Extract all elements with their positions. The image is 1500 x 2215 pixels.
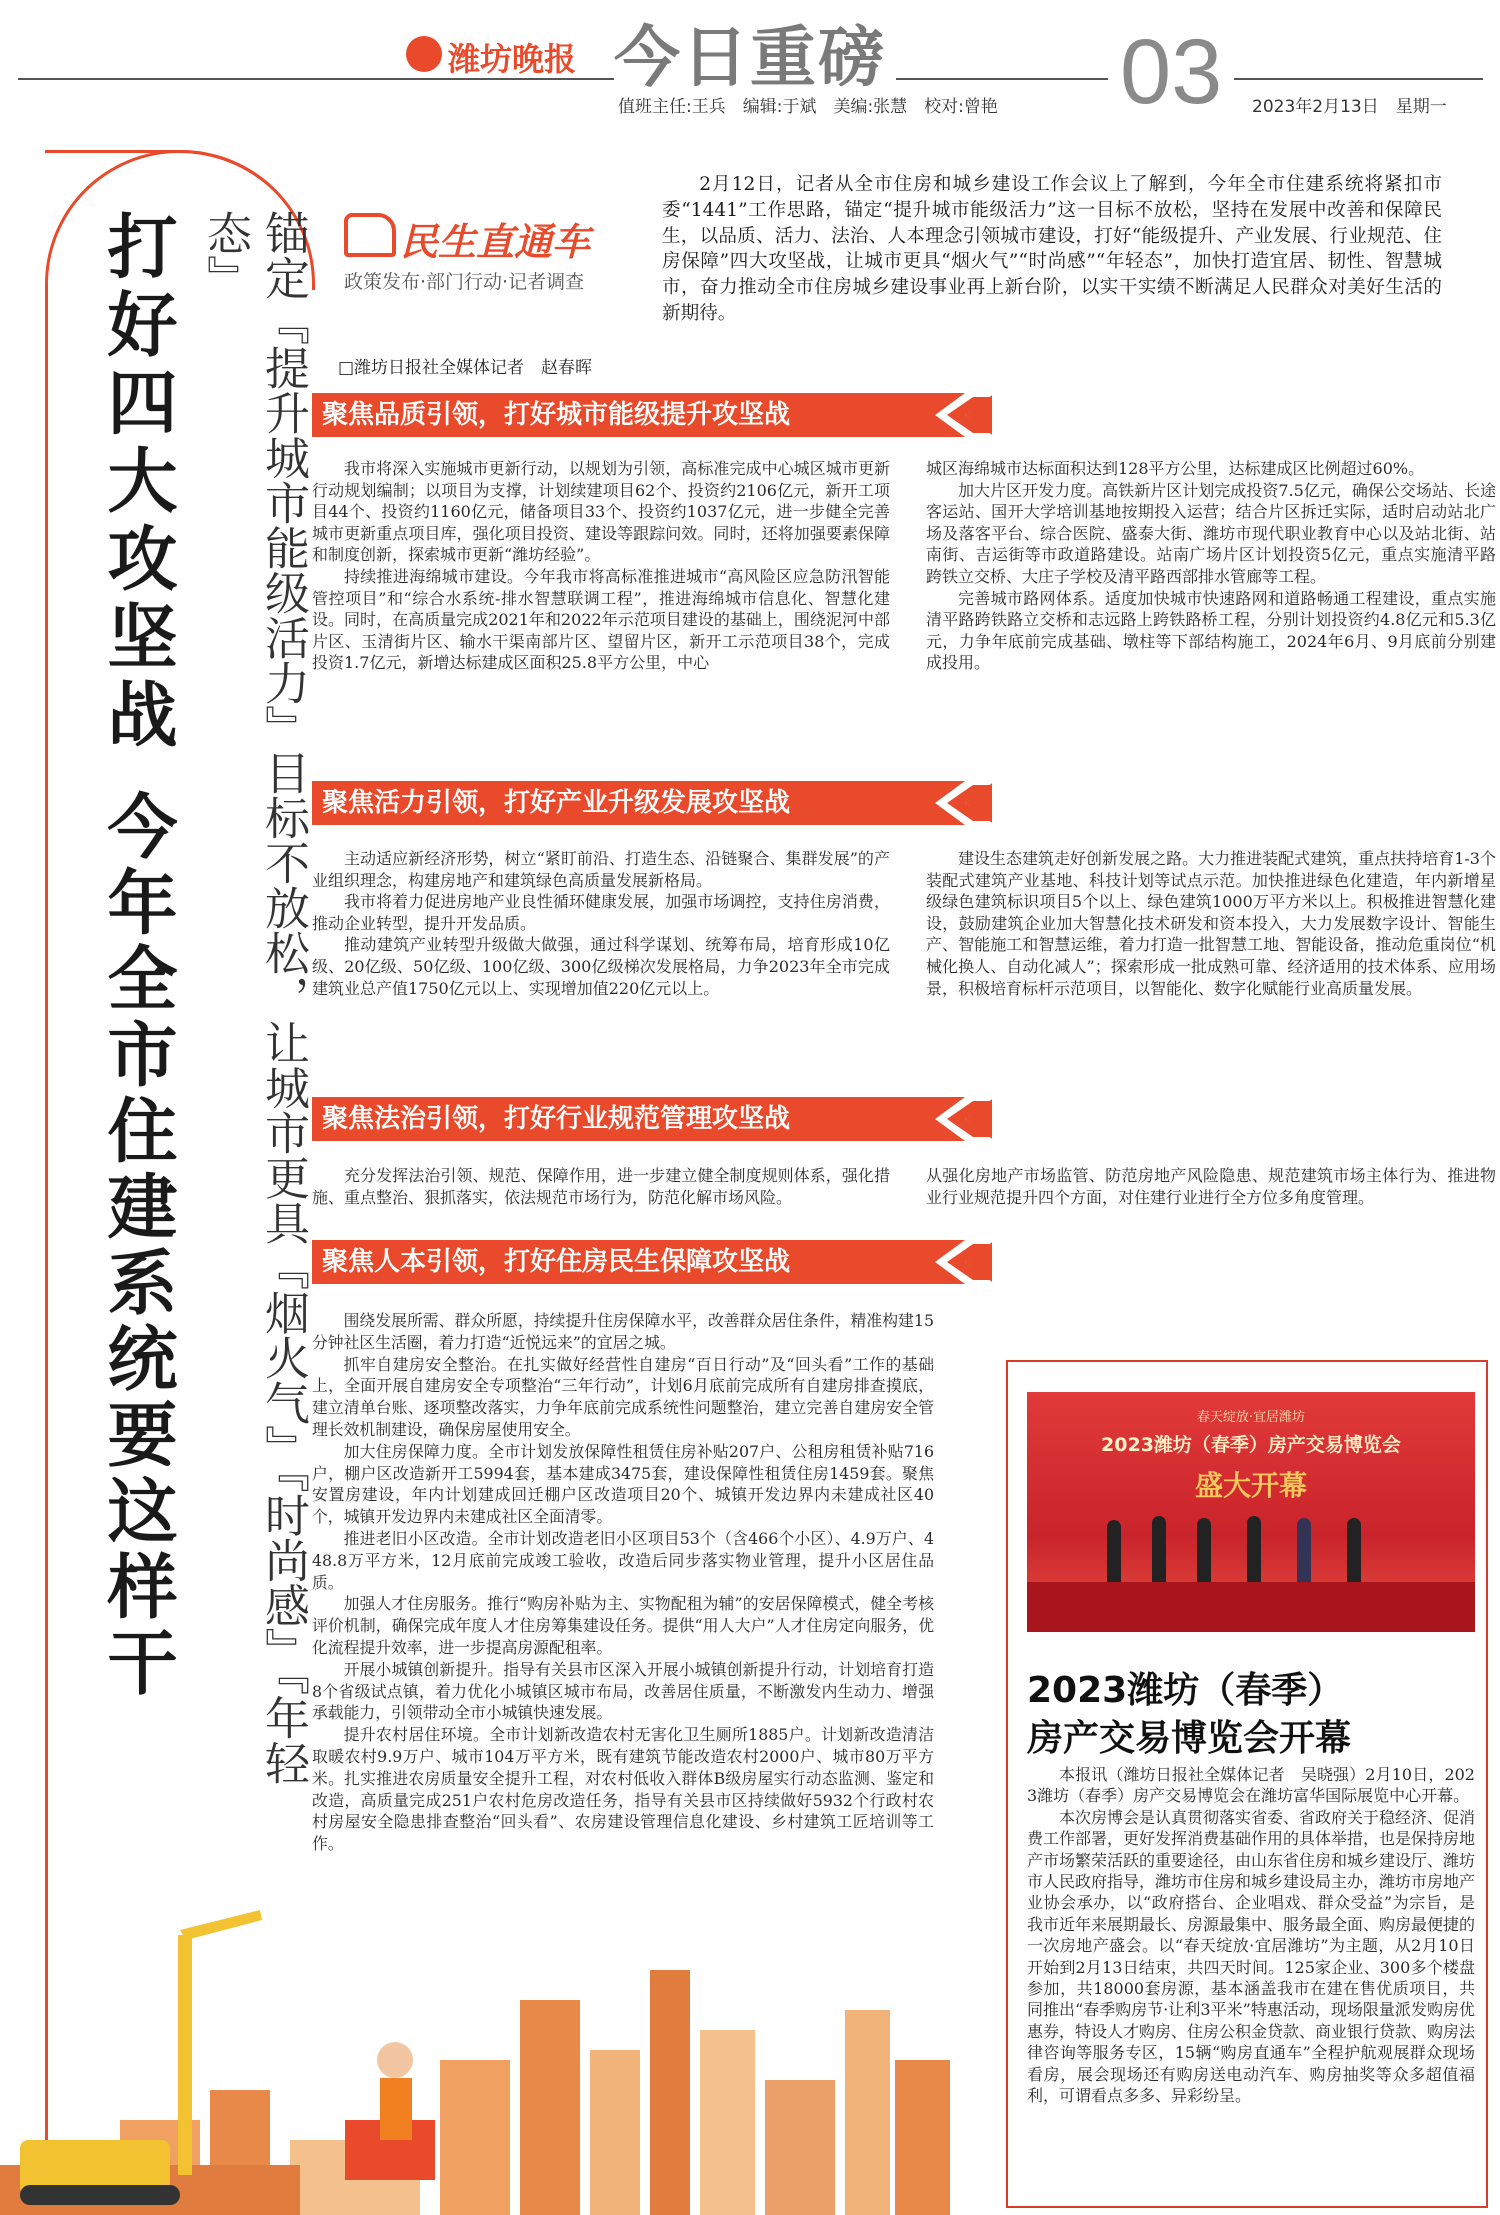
section-chevron-2-icon xyxy=(935,781,995,825)
excavator-track xyxy=(20,2185,180,2205)
section-1-left: 我市将深入实施城市更新行动，以规划为引领，高标准完成中心城区城市更新行动规划编制；以项目为支撑，计划续建项目62个、投资约2106亿元，新开工项目44个、投资约1160亿元，储备项目33个、投资约1037亿元，进一步健全完善城市更新重点项目库，强化项目投资、建设等跟踪问效。同时，还将加强要素保障和制度创新，探索城市更新“潍坊经验”。 持续推进海绵城市建设。今年我市将高标准推进城市“高风险区应急防汛智能管控项目”和“综合水系统-排水智慧联调工程”，推进海绵城市信息化、智慧化建设。同时，在高质量完成2021年和2022年示范项目建设的基础上，围绕泥河中部片区、玉清街片区、输水干渠南部片区、望留片区，新开工示范项目38个，完成投资1.7亿元，新增达标建成区面积25.8平方公里，中心 xyxy=(312,459,890,673)
person-figures xyxy=(1097,1510,1397,1590)
skyline-svg xyxy=(0,1910,960,2215)
person-4 xyxy=(1247,1516,1261,1582)
section-3-right: 从强化房地产市场监管、防范房地产风险隐患、规范建筑市场主体行为、推进物业行业规范提升四个方面，对住建行业进行全方位多角度管理。 xyxy=(926,1166,1496,1207)
section-2-left: 主动适应新经济形势，树立“紧盯前沿、打造生态、沿链聚合、集群发展”的产业组织理念，构建房地产和建筑绿色高质量发展新格局。 我市将着力促进房地产业良性循环健康发展，加强市场调控，支持住房消费，推动企业转型，提升开发品质。 推动建筑产业转型升级做大做强，通过科学谋划、统筹布局，培育形成10亿级、20亿级、50亿级、100亿级、300亿级梯次发展格局，力争2023年全市完成建筑业总产值1750亿元以上、实现增加值220亿元以上。 xyxy=(312,849,890,998)
building-2 xyxy=(520,2000,580,2215)
building-3 xyxy=(590,2050,640,2215)
section-2-right: 建设生态建筑走好创新发展之路。大力推进装配式建筑，重点扶持培育1-3个装配式建筑产业基地、科技计划等试点示范。加快推进绿色化建造，年内新增星级绿色建筑标识项目5个以上、绿色建筑1000万平方米以上。积极推进智慧化建设，鼓励建筑企业加大智慧化技术研发和资本投入，大力发展数字设计、智能生产、智能施工和智慧运维，着力打造一批智慧工地、智能设备，推动危重岗位“机械化换人、自动化减人”；探索形成一批成熟可靠、经济适用的技术体系、应用场景，积极培育标杆示范项目，以智能化、数字化赋能行业高质量发展。 xyxy=(926,849,1496,998)
column-title: 民生直通车 xyxy=(400,220,591,264)
news-title-1: 2023潍坊（春季） xyxy=(1027,1670,1344,1711)
person-2 xyxy=(1152,1516,1166,1582)
news-photo xyxy=(1027,1392,1475,1632)
byline: □潍坊日报社全媒体记者 赵春晖 xyxy=(338,358,593,378)
building-5 xyxy=(700,2030,755,2215)
lead-paragraph: 2月12日，记者从全市住房和城乡建设工作会议上了解到，今年全市住建系统将紧扣市委“1441”工作思路，锚定“提升城市能级活力”这一目标不放松，坚持在发展中改善和保障民生，以品质、活力、法治、人本理念引领城市建设，打好“能级提升、产业发展、行业规范、住房保障”四大攻坚战，让城市更具“烟火气”“时尚感”“年轻态”，加快打造宜居、韧性、智慧城市，奋力推动全市住房城乡建设事业再上新台阶，以实干实绩不断满足人民群众对美好生活的新期待。 xyxy=(662,174,1442,324)
section-3-left: 充分发挥法治引领、规范、保障作用，进一步建立健全制度规则体系，强化措施、重点整治、狠抓落实，依法规范市场行为，防范化解市场风险。 xyxy=(312,1166,890,1207)
building-1 xyxy=(440,2060,510,2215)
photo-banner-top: 春天绽放·宜居潍坊 xyxy=(1196,1410,1306,1425)
section-title-1: 聚焦品质引领，打好城市能级提升攻坚战 xyxy=(312,393,992,437)
building-4 xyxy=(650,1970,690,2215)
photo-banner-2: 盛大开幕 xyxy=(1194,1469,1307,1502)
staff-line: 值班主任:王兵 编辑:于斌 美编:张慧 校对:曾艳 xyxy=(618,97,998,117)
building-8 xyxy=(895,2060,950,2215)
person-1 xyxy=(1107,1520,1121,1582)
sub-headline: 锚定『提升城市能级活力』目标不放松，让城市更具『烟火气』『时尚感』『年轻态』 xyxy=(199,210,310,1785)
section-chevron-3-icon xyxy=(935,1097,995,1141)
masthead xyxy=(0,0,1500,123)
issue-date: 2023年2月13日 星期一 xyxy=(1252,97,1447,117)
skyline-illustration xyxy=(0,1910,960,2215)
building-7 xyxy=(845,2010,890,2215)
section-chevron-4-icon xyxy=(935,1240,995,1284)
section-title-2: 聚焦活力引领，打好产业升级发展攻坚战 xyxy=(312,781,992,825)
column-tagline: 政策发布·部门行动·记者调查 xyxy=(344,271,585,293)
person-5 xyxy=(1297,1518,1311,1582)
photo-banner: 2023潍坊（春季）房产交易博览会 xyxy=(1101,1434,1401,1456)
logo-text: 潍坊晚报 xyxy=(448,40,577,78)
person-6 xyxy=(1347,1518,1361,1582)
section-title: 今日重磅 xyxy=(614,4,896,99)
masthead-logo xyxy=(400,30,610,78)
section-chevron-1-icon xyxy=(935,393,995,437)
bus-icon xyxy=(344,213,396,257)
news-box xyxy=(1006,1360,1488,2208)
news-title-2: 房产交易博览会开幕 xyxy=(1027,1718,1352,1759)
page-number: 03 xyxy=(1108,22,1234,122)
building-6 xyxy=(765,2080,835,2215)
worker-body xyxy=(380,2078,412,2140)
worker-head xyxy=(377,2042,413,2078)
main-headline-2: 今年全市住建系统要这样干 xyxy=(96,790,178,1702)
person-3 xyxy=(1197,1518,1211,1582)
section-1-right: 城区海绵城市达标面积达到128平方公里，达标建成区比例超过60%。 加大片区开发力度。高铁新片区计划完成投资7.5亿元，确保公交场站、长途客运站、国开大学培训基地按期投入运营；结合片区拆迁实际，适时启动站北广场及落客平台、综合医院、盛泰大街、潍坊市现代职业教育中心以及站北街、站南街、吉运街等市政道路建设。站南广场片区计划投资5亿元，重点实施清平路跨铁立交桥、大庄子学校及清平路西部排水管廊等工程。 完善城市路网体系。适度加快城市快速路网和道路畅通工程建设，重点实施清平路跨铁路立交桥和志远路上跨铁路桥工程，分别计划投资约4.8亿元和5.3亿元，力争年底前完成基础、墩柱等下部结构施工，2024年6月、9月底前分别建成投用。 xyxy=(926,459,1496,673)
crane-arm xyxy=(180,1910,262,1940)
section-title-3: 聚焦法治引领，打好行业规范管理攻坚战 xyxy=(312,1097,992,1141)
section-title-4: 聚焦人本引领，打好住房民生保障攻坚战 xyxy=(312,1240,992,1284)
logo-mark-icon xyxy=(406,36,442,72)
section-4-body: 围绕发展所需、群众所愿，持续提升住房保障水平，改善群众居住条件，精准构建15分钟社区生活圈，着力打造“近悦远来”的宜居之城。 抓牢自建房安全整治。在扎实做好经营性自建房“百日行动”及“回头看”工作的基础上，全面开展自建房安全专项整治“三年行动”，计划6月底前完成所有自建房排查摸底，建立清单台账、逐项整改落实，力争年底前完成系统性问题整治，建立完善自建房安全管理长效机制建设，确保房屋使用安全。 加大住房保障力度。全市计划发放保障性租赁住房补贴207户、公租房租赁补贴716户，棚户区改造新开工5994套，基本建成3475套，建设保障性租赁住房1459套。聚焦安置房建设，年内计划建成回迁棚户区改造项目20个、城镇开发边界内未建成社区40个，城镇开发边界内未建成社区全面清零。 推进老旧小区改造。全市计划改造老旧小区项目53个（含466个小区）、4.9万户、448.8万平方米，12月底前完成竣工验收，改造后同步落实物业管理，提升小区居住品质。 加强人才住房服务。推行“购房补贴为主、实物配租为辅”的安居保障模式，健全考核评价机制，确保完成年度人才住房筹集建设任务。提供“用人大户”人才住房定向服务，优化流程提升效率，进一步提高房源配租率。 开展小城镇创新提升。指导有关县市区深入开展小城镇创新提升行动，计划培育打造8个省级试点镇，着力优化小城镇区城市布局，改善居住质量，不断激发内生动力、增强承载能力，引领带动全市小城镇快速发展。 提升农村居住环境。全市计划新改造农村无害化卫生厕所1885户。计划新改造清洁取暖农村9.9万户、城市104万平方米，既有建筑节能改造农村2000户、城市80万平方米。扎实推进农房质量安全提升工程，对农村低收入群体B级房屋实行动态监测、鉴定和改造，高质量完成251户农村危房改造任务，指导有关县市区持续做好5932个行政村农村房屋安全隐患排查整治“回头看”、农房建设管理信息化建设、乡村建筑工匠培训等工作。 xyxy=(312,1311,934,1854)
crane-tower xyxy=(178,1935,192,2175)
main-headline-1: 打好四大攻坚战 xyxy=(96,210,178,756)
column-logo xyxy=(338,205,638,300)
news-body: 本报讯（潍坊日报社全媒体记者 吴晓强）2月10日，2023潍坊（春季）房产交易博览会在潍坊富华国际展览中心开幕。 本次房博会是认真贯彻落实省委、省政府关于稳经济、促消费工作部署，更好发挥消费基础作用的具体举措，也是保持房地产市场繁荣活跃的重要途径，由山东省住房和城乡建设厅、潍坊市人民政府指导，潍坊市住房和城乡建设局主办，潍坊市房地产业协会承办，以“政府搭台、企业唱戏、群众受益”为宗旨，是我市近年来展期最长、房源最集中、服务最全面、购房最便捷的一次房地产盛会。以“春天绽放·宜居潍坊”为主题，从2月10日开始到2月13日结束，共四天时间。125家企业、300多个楼盘参加，共18000套房源，基本涵盖我市在建在售优质项目，共同推出“春季购房节·让利3平米”特惠活动，现场限量派发购房优惠券，特设人才购房、住房公积金贷款、商业银行贷款、购房法律咨询等服务专区，15辆“购房直通车”全程护航观展群众现场看房，展会现场还有购房送电动汽车、购房抽奖等众多超值福利，可谓看点多多、异彩纷呈。 xyxy=(1027,1765,1476,2106)
